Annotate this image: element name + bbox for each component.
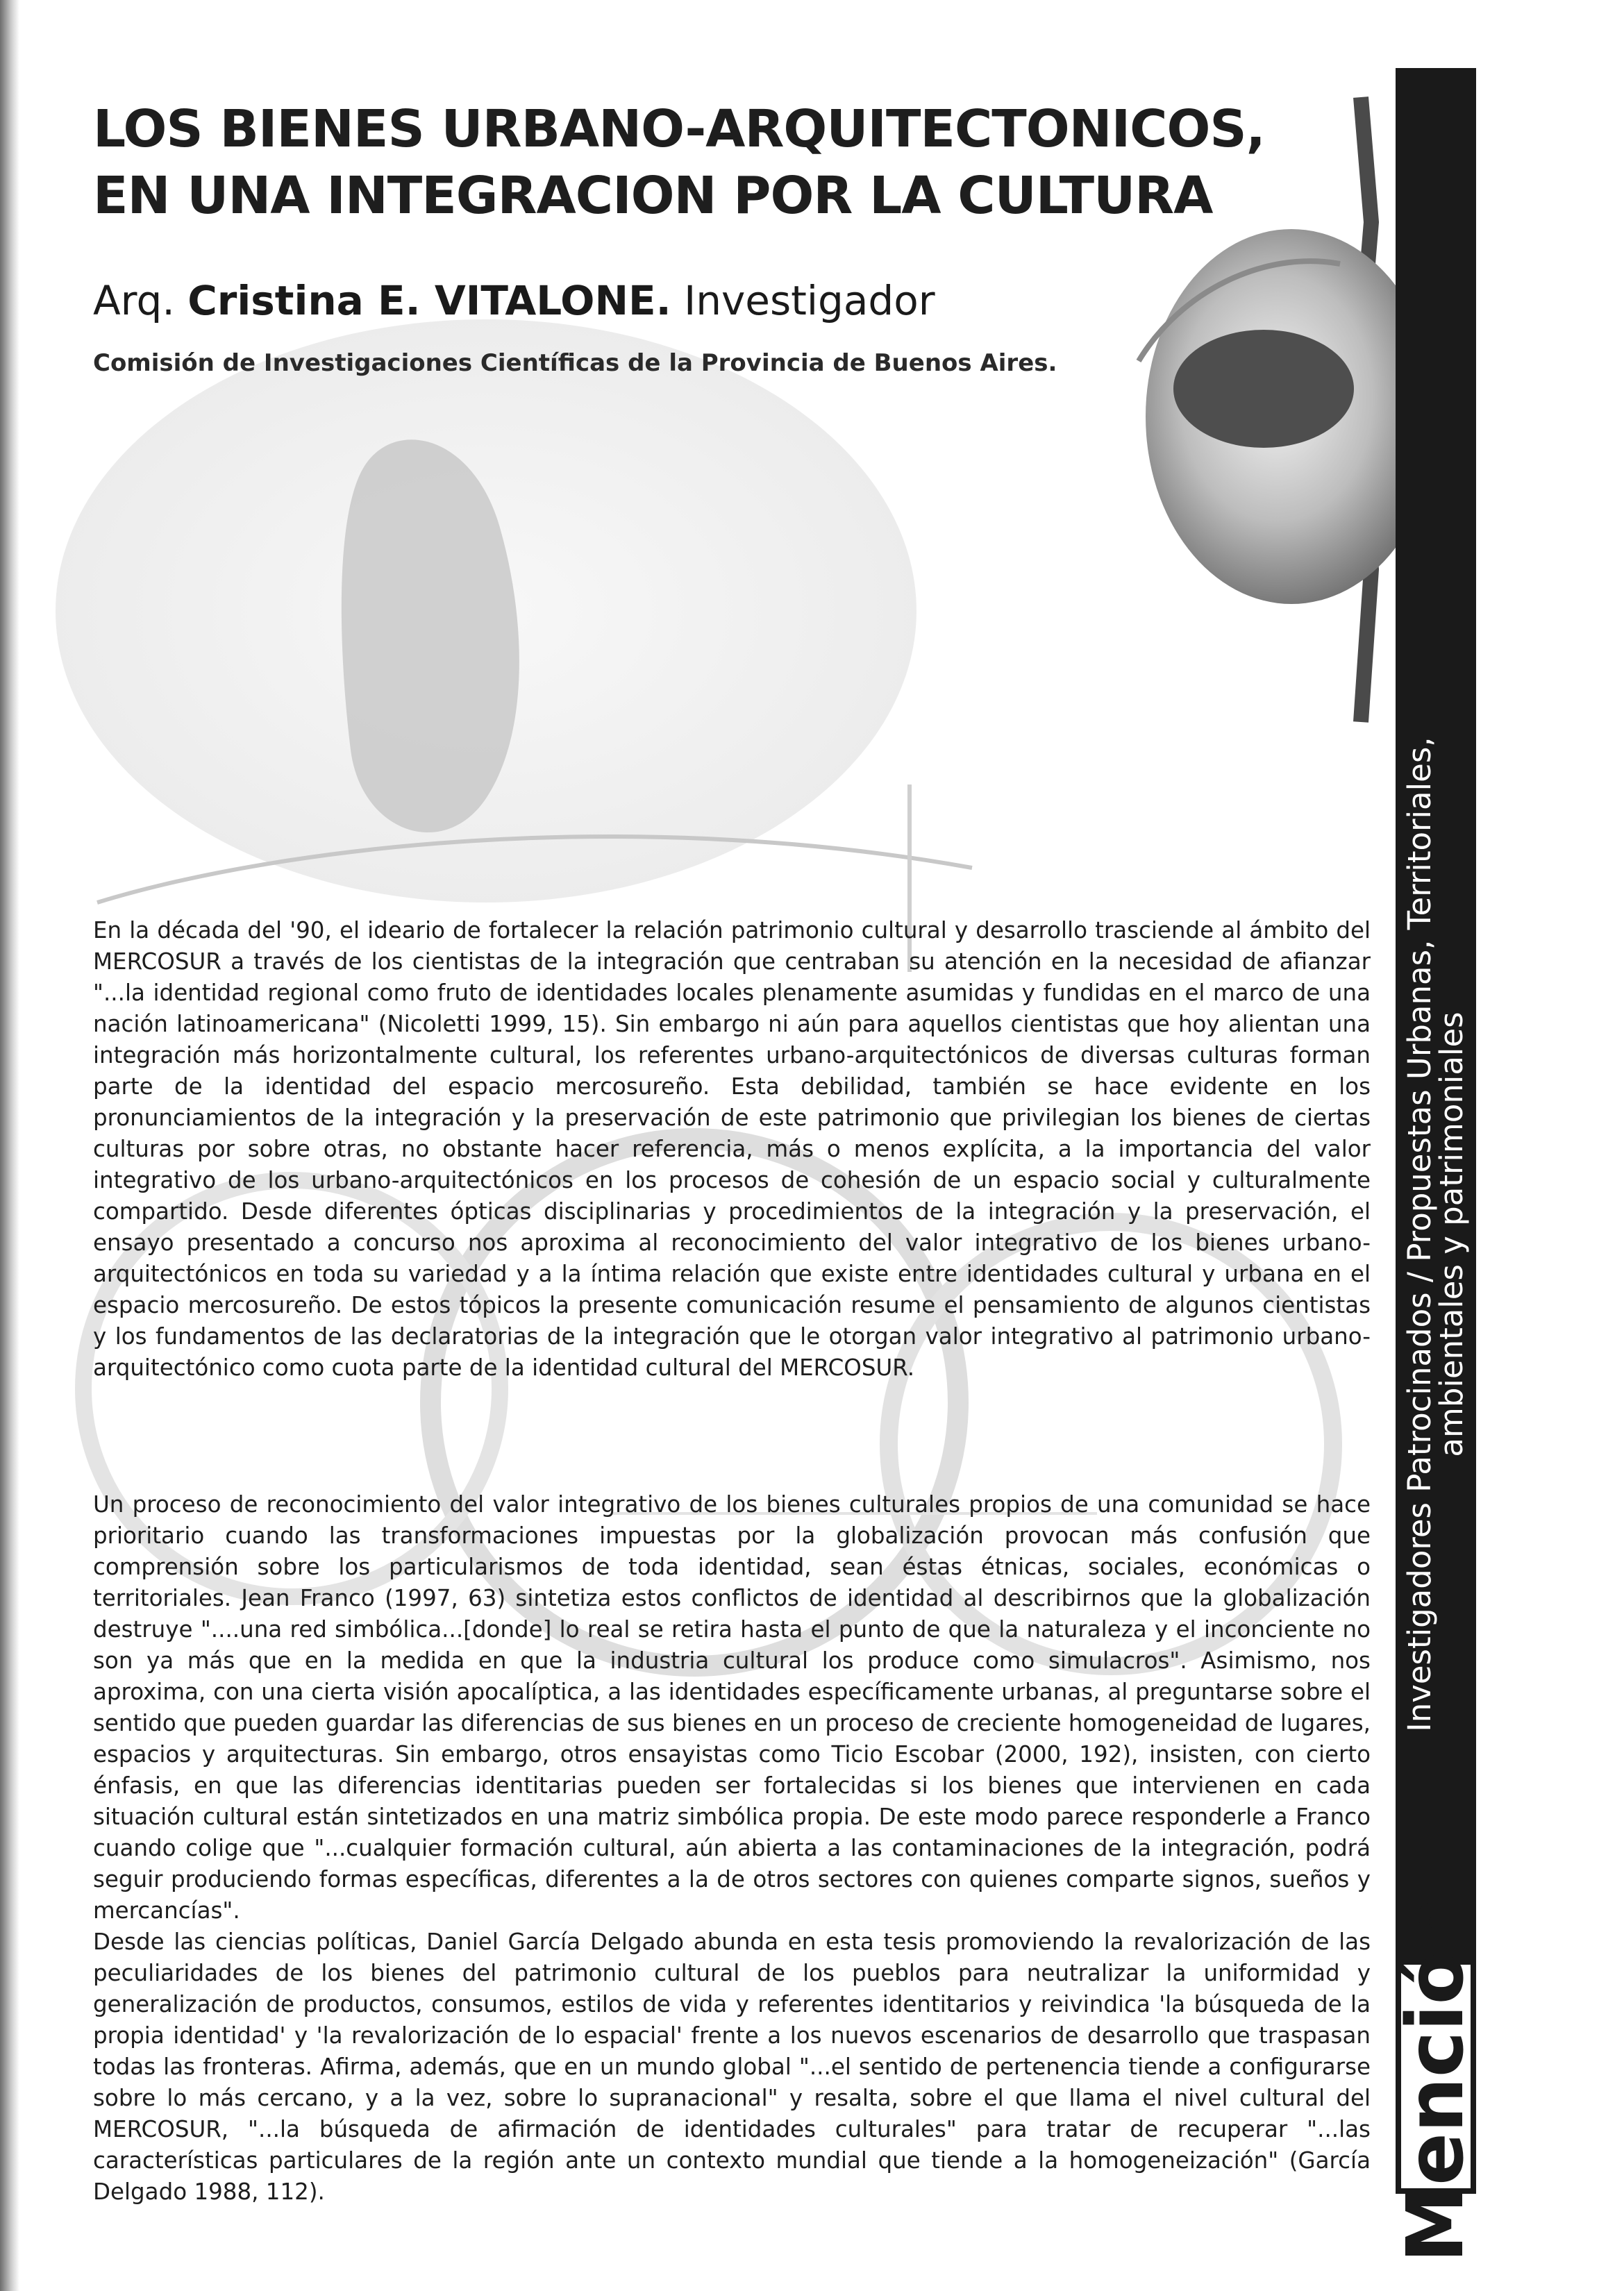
author-role: Investigador: [684, 277, 935, 324]
author-name: Cristina E. VITALONE.: [187, 277, 671, 324]
mention-label: Mención: [1391, 1895, 1481, 2263]
main-text-section: [93, 1489, 1371, 2208]
author-institution: Comisión de Investigaciones Científicas de la Provincia de Buenos Aires.: [93, 349, 1057, 377]
article-title: [93, 96, 1265, 229]
title-line-1: LOS BIENES URBANO-ARQUITECTONICOS,: [93, 99, 1265, 159]
title-line-2: EN UNA INTEGRACION POR LA CULTURA: [93, 166, 1213, 226]
author-prefix: Arq.: [93, 277, 175, 324]
author-line: [93, 276, 935, 325]
body-paragraph-1: Un proceso de reconocimiento del valor integrativo de los bienes culturales propios de una comunidad se hace prioritario cuando las transformaciones impuestas por la globalización provocan más confusión que comprensión sobre los particularismos de toda identidad, sean éstas étnicas, sociales, económicas o territoriales. Jean Franco (1997, 63) sintetiza estos conflictos de identidad al describirnos que la globalización destruye "....una red simbólica...[donde] lo real se retira hasta el punto de que la naturaleza y el inconciente no son ya más que en la medida en que la industria cultural los produce como simulacros". Asimismo, nos aproxima, con una cierta visión apocalíptica, a las identidades específicamente urbanas, al preguntarse sobre el sentido que pueden guardar las diferencias de sus bienes en un proceso de creciente homogeneidad de lugares, espacios y arquitecturas. Sin embargo, otros ensayistas como Ticio Escobar (2000, 192), insisten, con cierto énfasis, en que las diferencias identitarias pueden ser fortalecidas si los bienes que intervienen en cada situación cultural están sintetizados en una matriz simbólica propia. De este modo parece responderle a Franco cuando colige que "...cualquier formación cultural, aún abierta a las contaminaciones de la integración, podrá seguir produciendo formas específicas, diferentes a la de otros sectores con quienes comparte signos, sueños y mercancías".: [93, 1491, 1371, 1924]
sidebar-line-1: Investigadores Patrocinados / Propuestas Urbanas, Territoriales,: [1401, 737, 1438, 1732]
body-paragraph-2: Desde las ciencias políticas, Daniel García Delgado abunda en esta tesis promoviendo la revalorización de las peculiaridades de los bienes del patrimonio cultural de los pueblos para neutralizar la uniformidad y generalización de productos, consumos, estilos de vida y referentes identitarios y reivindica 'la búsqueda de la propia identidad' y 'la revalorización de lo espacial' frente a los nuevos escenarios de desarrollo que traspasan todas las fronteras. Afirma, además, que en un mundo global "...el sentido de pertenencia tiende a configurarse sobre lo más cercano, y a la vez, sobre lo supranacional" y resalta, sobre el que llama el nivel cultural del MERCOSUR, "...la búsqueda de afirmación de identidades culturales" para tratar de recuperar "...las características particulares de la región ante un contexto mundial que tiende a la homogeneización" (García Delgado 1988, 112).: [93, 1929, 1371, 2205]
abstract-paragraph: En la década del '90, el ideario de fortalecer la relación patrimonio cultural y desarrollo trasciende al ámbito del MERCOSUR a través de los cientistas de la integración que centraban su atención en la necesidad de afianzar "...la identidad regional como fruto de identidades locales plenamente asumidas y fundidas en el marco de una nación latinoamericana" (Nicoletti 1999, 15). Sin embargo ni aún para aquellos cientistas que hoy alientan una integración más horizontalmente cultural, los referentes urbano-arquitectónicos de diversas culturas forman parte de la identidad del espacio mercosureño. Esta debilidad, también se hace evidente en los pronunciamientos de la integración y la preservación de este patrimonio que privilegian los bienes de ciertas culturas por sobre otras, no obstante hacer referencia, más o menos explícita, a la importancia del valor integrativo de los urbano-arquitectónicos en los procesos de cohesión de un espacio social y culturalmente compartido. Desde diferentes ópticas disciplinarias y procedimientos de la integración y la preservación, el ensayo presentado a concurso nos aproxima al reconocimiento del valor integrativo de los bienes urbano-arquitectónicos en toda su variedad y a la íntima relación que existe entre identidades cultural y urbana en el espacio mercosureño. De estos tópicos la presente comunicación resume el pensamiento de algunos cientistas y los fundamentos de las declaratorias de la integración que le otorgan valor integrativo al patrimonio urbano-arquitectónico como cuota parte de la identidad cultural del MERCOSUR.: [93, 917, 1371, 1381]
sidebar-category-label: [1401, 610, 1470, 1859]
abstract-section: [93, 915, 1371, 1384]
sidebar-line-2: ambientales y patrimoniales: [1433, 1012, 1470, 1457]
